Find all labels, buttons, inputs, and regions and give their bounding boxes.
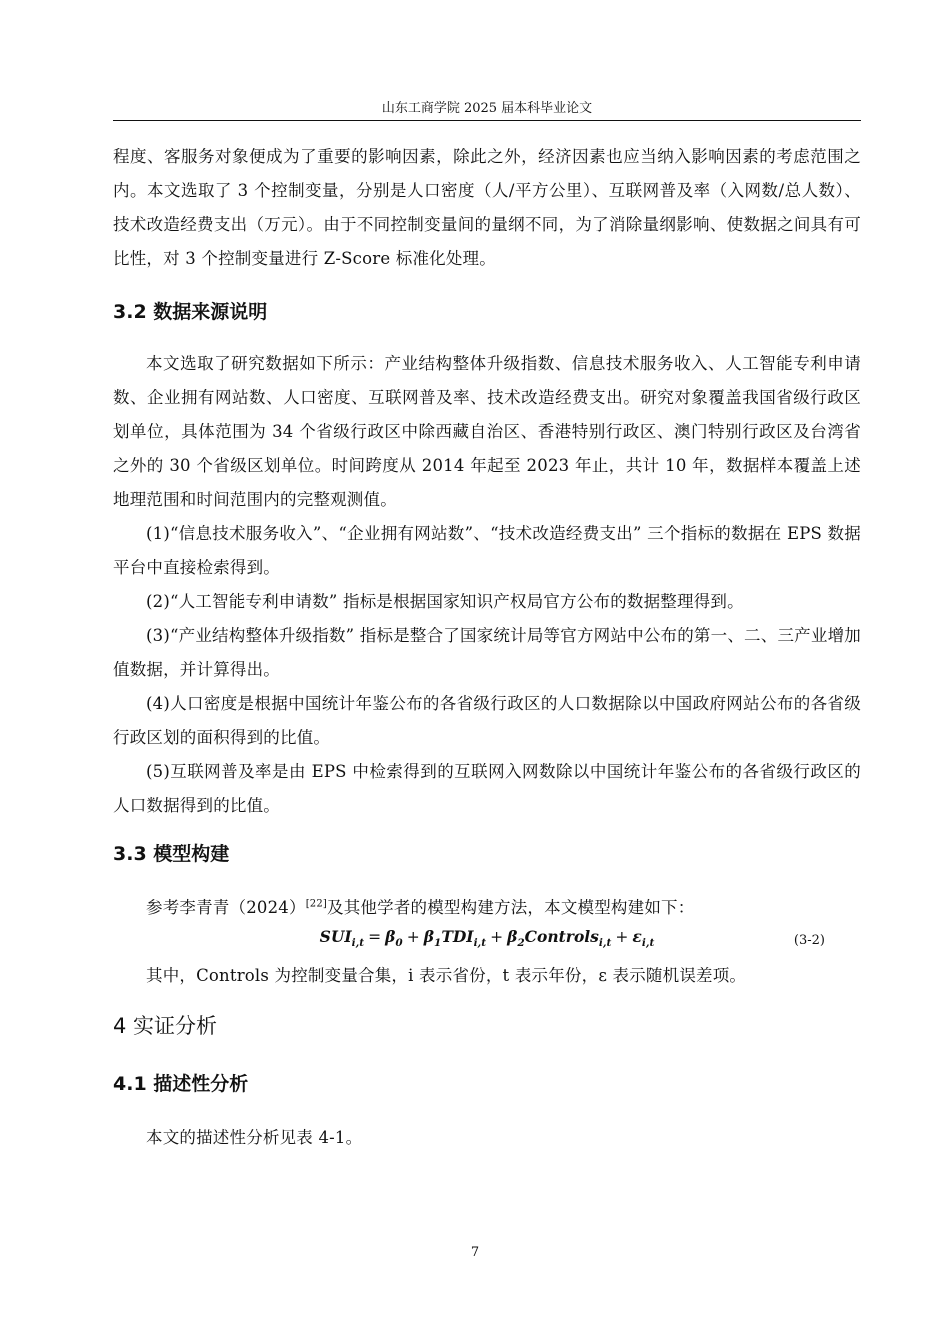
paragraph-model-intro	[113, 891, 861, 925]
page-number: 7	[470, 1245, 480, 1260]
header-rule	[113, 120, 861, 121]
paragraph-variable-definitions: 其中，Controls 为控制变量合集，i 表示省份，t 表示年份，ε 表示随机误差项。	[146, 966, 747, 985]
eq-epsilon-sub: i,t	[641, 937, 655, 950]
model-intro-text-rest: 及其他学者的模型构建方法，本文模型构建如下：	[327, 898, 695, 917]
page-body	[113, 140, 861, 1155]
equation-number: (3-2)	[793, 933, 825, 948]
list-item-source-3: (3)“产业结构整体升级指数” 指标是整合了国家统计局等官方网站中公布的第一、二、三产业增加值数据，并计算得出。	[113, 626, 861, 679]
chapter-heading-4: 4 实证分析	[113, 1014, 218, 1038]
eq-plus-3: +	[615, 928, 629, 946]
paragraph-data-sources: 本文选取了研究数据如下所示：产业结构整体升级指数、信息技术服务收入、人工智能专利申请数、企业拥有网站数、人口密度、互联网普及率、技术改造经费支出。研究对象覆盖我国省级行政区划单位，具体范围为 34 个省级行政区中除西藏自治区、香港特别行政区、澳门特别行政区及台湾省之外的 30 个省级区划单位。时间跨度从 2014 年起至 2023 年止，共计 10 年，数据样本覆盖上述地理范围和时间范围内的完整观测值。	[113, 354, 861, 509]
section-heading-3-3: 3.3 模型构建	[113, 843, 230, 865]
list-item-source-5: (5)互联网普及率是由 EPS 中检索得到的互联网入网数除以中国统计年鉴公布的各省级行政区的人口数据得到的比值。	[113, 762, 861, 815]
eq-beta2: β	[507, 927, 518, 946]
eq-beta1-sub: 1	[434, 937, 442, 950]
section-heading-3-2: 3.2 数据来源说明	[113, 301, 268, 323]
list-item-source-4: (4)人口密度是根据中国统计年鉴公布的各省级行政区的人口数据除以中国政府网站公布的各省级行政区划的面积得到的比值。	[113, 694, 861, 747]
paragraph-descriptive-analysis: 本文的描述性分析见表 4-1。	[146, 1128, 363, 1147]
eq-controls-sub: i,t	[598, 937, 612, 950]
eq-plus-1: +	[406, 928, 420, 946]
equation-body	[113, 927, 861, 950]
eq-beta1: β	[423, 927, 435, 946]
model-intro-text: 参考李青青（2024）	[146, 898, 306, 917]
eq-equals: =	[368, 928, 382, 946]
section-heading-4-1: 4.1 描述性分析	[113, 1073, 249, 1095]
eq-tdi: TDI	[441, 927, 474, 946]
eq-lhs-sub: i,t	[351, 937, 365, 950]
eq-epsilon: ε	[632, 927, 642, 946]
paragraph-control-variables: 程度、客服务对象便成为了重要的影响因素，除此之外，经济因素也应当纳入影响因素的考虑范围之内。本文选取了 3 个控制变量，分别是人口密度（人/平方公里）、互联网普及率（入网数/总人数）、技术改造经费支出（万元）。由于不同控制变量间的量纲不同，为了消除量纲影响、使数据之间具有可比性，对 3 个控制变量进行 Z-Score 标准化处理。	[113, 147, 861, 268]
eq-beta2-sub: 2	[517, 937, 525, 950]
eq-beta0-sub: 0	[395, 937, 403, 950]
list-item-source-1: (1)“信息技术服务收入”、“企业拥有网站数”、“技术改造经费支出” 三个指标的数据在 EPS 数据平台中直接检索得到。	[113, 524, 861, 577]
list-item-source-2: (2)“人工智能专利申请数” 指标是根据国家知识产权局官方公布的数据整理得到。	[146, 592, 744, 611]
running-header: 山东工商学院 2025 届本科毕业论文	[381, 101, 593, 116]
equation-3-2	[113, 925, 861, 959]
eq-controls: Controls	[524, 927, 599, 946]
eq-tdi-sub: i,t	[473, 937, 487, 950]
eq-plus-2: +	[490, 928, 504, 946]
eq-lhs: SUI	[319, 927, 352, 946]
citation-reference[interactable]: [22]	[305, 898, 328, 910]
eq-beta0: β	[385, 927, 396, 946]
